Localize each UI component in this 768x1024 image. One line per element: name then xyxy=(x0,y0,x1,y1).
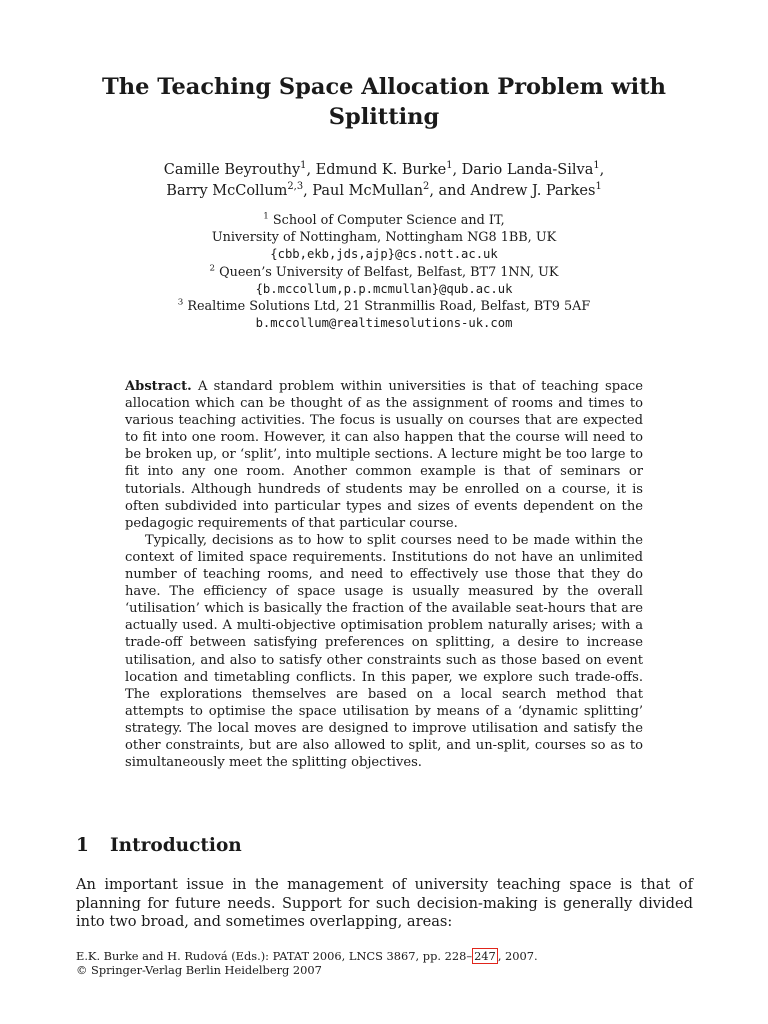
abstract-paragraph-1 xyxy=(125,378,643,532)
authors_line2-author-separator: , and xyxy=(429,183,471,199)
authors_line2-author-name: Andrew J. Parkes xyxy=(470,183,596,199)
authors_line2-author-separator: , xyxy=(303,183,313,199)
page-range-link[interactable]: 247 xyxy=(474,949,496,963)
authors_line1-author-name: Camille Beyrouthy xyxy=(163,162,301,178)
authors_line2-author-affiliation-marker: 2,3 xyxy=(287,181,304,193)
abstract xyxy=(125,378,643,771)
authors_line2-author-name: Paul McMullan xyxy=(312,183,424,199)
section-number: 1 xyxy=(76,835,89,856)
author-line-1 xyxy=(90,160,678,181)
abstract-paragraph-2: Typically, decisions as to how to split courses need to be made within the context of limited space requirements. Institutions do not have an unlimited number of teaching rooms, and need to effectively use those that they do have. The efficiency of space usage is usually measured by the overall ‘utilisation’ which is basically the fraction of the available seat-hours that are actually used. A multi-objective optimisation problem naturally arises; with a trade-off between satisfying preferences on splitting, a desire to increase utilisation, and also to satisfy other constraints such as those based on event location and timetabling conflicts. In this paper, we explore such trade-offs. The explorations themselves are based on a local search method that attempts to optimise the space utilisation by means of a ‘dynamic splitting’ strategy. The local moves are designed to improve utilisation and satisfy the other constraints, but are also allowed to split, and un-split, courses so as to simultaneously meet the splitting objectives. xyxy=(125,532,643,771)
introduction-paragraph-1: An important issue in the management of university teaching space is that of planning for future needs. Support for such decision-making is generally divided into two broad, and sometimes overlapping, areas: xyxy=(76,876,693,931)
citation-year: , 2007. xyxy=(497,949,538,963)
affiliation-2 xyxy=(90,264,678,281)
affiliation-1-marker: 1 xyxy=(263,211,269,222)
affiliation-2-email: {b.mccollum,p.p.mcmullan}@qub.ac.uk xyxy=(255,281,513,296)
abstract-label: Abstract. xyxy=(125,379,192,394)
authors_line2-author-affiliation-marker: 2 xyxy=(423,181,430,193)
affiliation-2-line-1: Queen’s University of Belfast, Belfast, BT7 1NN, UK xyxy=(219,264,559,280)
authors_line1-author-separator: , xyxy=(306,162,316,178)
authors_line2-author-name: Barry McCollum xyxy=(166,183,288,199)
paper-title: The Teaching Space Allocation Problem with Splitting xyxy=(102,74,666,130)
affiliation-3 xyxy=(90,298,678,315)
author-line-2 xyxy=(90,181,678,202)
authors_line1-author-affiliation-marker: 1 xyxy=(593,160,600,172)
introduction-body xyxy=(76,876,693,932)
authors_line1-author-separator: , xyxy=(599,162,605,178)
authors_line1-author-affiliation-marker: 1 xyxy=(446,160,453,172)
citation-text: E.K. Burke and H. Rudová (Eds.): PATAT 2006, LNCS 3867, pp. 228– xyxy=(76,949,473,963)
affiliation-1-email: {cbb,ekb,jds,ajp}@cs.nott.ac.uk xyxy=(270,247,498,262)
authors_line1-author-name: Edmund K. Burke xyxy=(315,162,447,178)
authors_line2-author-affiliation-marker: 1 xyxy=(595,181,602,193)
authors_line1-author-affiliation-marker: 1 xyxy=(300,160,307,172)
affiliation-2-marker: 2 xyxy=(209,263,216,274)
authors_line1-author-separator: , xyxy=(452,162,462,178)
affiliation-1-line-2: University of Nottingham, Nottingham NG8 1BB, UK xyxy=(211,230,557,246)
citation-line xyxy=(76,949,693,963)
authors_line1-author-name: Dario Landa-Silva xyxy=(461,162,594,178)
section-title: Introduction xyxy=(110,835,242,856)
affiliations xyxy=(90,212,678,332)
copyright-line: © Springer-Verlag Berlin Heidelberg 2007 xyxy=(76,963,322,978)
affiliation-1 xyxy=(90,212,678,229)
page-footer xyxy=(76,949,693,978)
affiliation-3-line-1: Realtime Solutions Ltd, 21 Stranmillis Road, Belfast, BT9 5AF xyxy=(187,299,591,315)
section-heading xyxy=(76,834,676,858)
author-list xyxy=(90,160,678,202)
abstract-text-1: A standard problem within universities is that of teaching space allocation which can be thought of as the assignment of rooms and times to various teaching activities. The focus is usually on courses that are expected to fit into one room. However, it can also happen that the course will need to be broken up, or ‘split’, into multiple sections. A lecture might be too large to fit into any one room. Another common example is that of seminars or tutorials. Although hundreds of students may be enrolled on a course, it is often subdivided into particular types and sizes of events dependent on the pedagogic requirements of that particular course. xyxy=(125,379,643,531)
affiliation-3-email: b.mccollum@realtimesolutions-uk.com xyxy=(255,316,513,331)
affiliation-1-line-1: School of Computer Science and IT, xyxy=(272,213,505,228)
affiliation-3-marker: 3 xyxy=(177,297,184,308)
